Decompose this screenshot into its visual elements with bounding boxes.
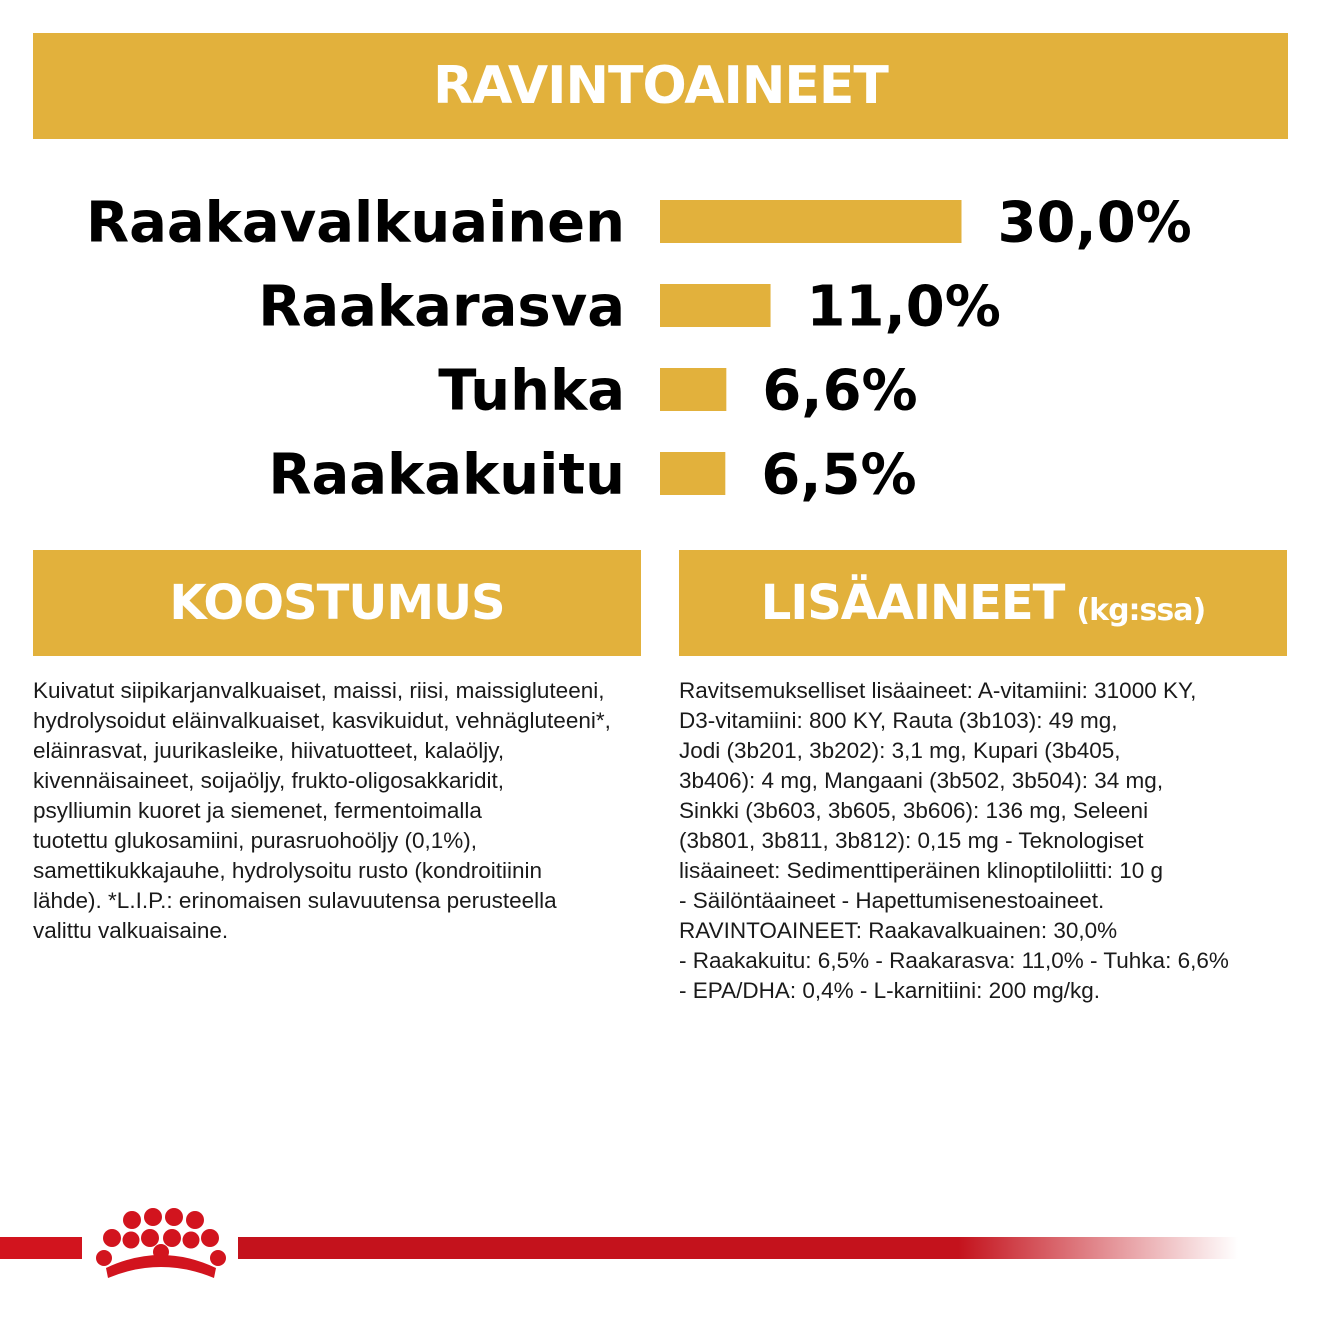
footer-line-left xyxy=(0,1237,82,1259)
additives-banner xyxy=(679,550,1287,656)
additives-title-suffix: (kg:ssa) xyxy=(1076,592,1206,628)
additives-title: LISÄAINEET xyxy=(760,575,1065,631)
category-label: Raakavalkuainen xyxy=(85,190,625,256)
nutrients-banner xyxy=(33,33,1288,139)
bar xyxy=(660,452,725,495)
value-label: 11,0% xyxy=(806,274,1001,340)
composition-text: Kuivatut siipikarjanvalkuaiset, maissi, riisi, maissigluteeni, hydrolysoidut eläinvalkuaiset, kasvikuidut, vehnägluteeni*, eläinrasvat, juurikasleike, hiivatuotteet, kalaöljy, kivennäisaineet, soijaöljy, frukto-oligosakkaridit, psylliumin kuoret ja siemenet, fermentoimalla tuotettu glukosamiini, purasruohoöljy (0,1%), samettikukkajauhe, hydrolysoitu rusto (kondroitiinin lähde). *L.I.P.: erinomaisen sulavuutensa perusteella valittu valkuaisaine. xyxy=(33,678,611,943)
composition-title: KOOSTUMUS xyxy=(169,575,505,631)
category-label: Raakakuitu xyxy=(268,442,625,508)
bar xyxy=(660,284,771,327)
additives-text: Ravitsemukselliset lisäaineet: A-vitamiini: 31000 KY, D3-vitamiini: 800 KY, Rauta (3b103): 49 mg, Jodi (3b201, 3b202): 3,1 mg, Kupari (3b405, 3b406): 4 mg, Mangaani (3b502, 3b504): 34 mg, Sinkki (3b603, 3b605, 3b606): 136 mg, Seleeni (3b801, 3b811, 3b812): 0,15 mg - Teknologiset lisäaineet: Sedimenttiperäinen klinoptiloliitti: 10 g - Säilöntäaineet - Hapettumisenestoaineet. RAVINTOAINEET: Raakavalkuainen: 30,0% - Raakakuitu: 6,5% - Raakarasva: 11,0% - Tuhka: 6,6% - EPA/DHA: 0,4% - L-karnitiini: 200 mg/kg. xyxy=(679,678,1229,1003)
nutrient-bar-chart xyxy=(0,150,1320,540)
footer-line-right xyxy=(238,1237,1238,1259)
value-label: 6,6% xyxy=(762,358,918,424)
crown-icon xyxy=(92,1208,230,1286)
category-label: Raakarasva xyxy=(258,274,625,340)
category-label: Tuhka xyxy=(438,358,625,424)
value-label: 6,5% xyxy=(761,442,917,508)
bar xyxy=(660,200,962,243)
nutrients-title: RAVINTOAINEET xyxy=(433,56,888,116)
composition-banner xyxy=(33,550,641,656)
bar xyxy=(660,368,726,411)
value-label: 30,0% xyxy=(997,190,1192,256)
